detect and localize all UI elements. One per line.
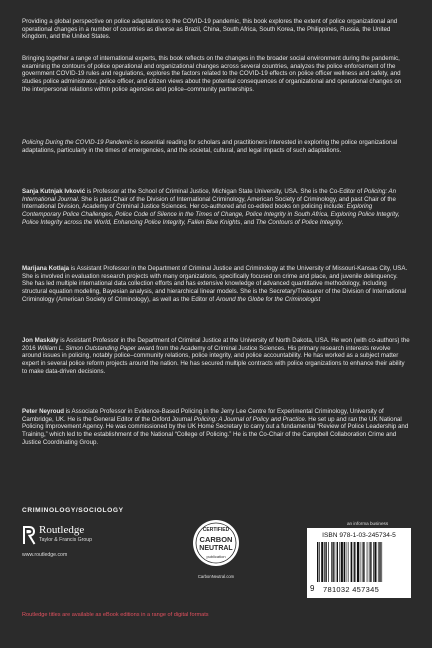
author-name: Sanja Kutnjak Ivković bbox=[22, 188, 86, 195]
barcode-icon bbox=[311, 542, 407, 584]
barcode-bar bbox=[374, 542, 376, 582]
isbn-text: ISBN 978-1-03-245734-5 bbox=[322, 532, 396, 539]
bio-kotlaja: Marijana Kotlaja is Assistant Professor in the Department of Criminal Justice and Criminology at the University of Missouri-Kansas City, USA. She is involved in evaluation research projects with many organizations, specifically focused on crime and place, and juvenile delinquency. She has led multiple international data collection efforts and has extensive knowledge of advanced quantitative methodology, including structural equation modeling, Bayesian analysis, and hierarchical linear models. She is the Secretary/Treasurer of the Division of International Criminology (American Society of Criminology), as well as the Editor of Around the Globe for the Criminologist bbox=[22, 265, 408, 303]
barcode-bar bbox=[379, 542, 380, 582]
blurb-paragraph-3: Policing During the COVID-19 Pandemic is essential reading for scholars and practitioners interested in exploring the police organizational adaptations, particularly in the times of emergencies, and the societal, cultural, and legal impacts of such adaptations. bbox=[22, 139, 398, 154]
barcode-bar bbox=[367, 542, 368, 582]
author-name: Marijana Kotlaja bbox=[22, 265, 70, 272]
bio-maskaly: Jon Maskály is Assistant Professor in the Department of Criminal Justice at the University of North Dakota, USA. He won (with co-authors) the 2016 William L. Simon Outstanding Paper award from the Academy of Criminal Justice Sciences. His primary research interests revolve around issues in policing, notably police–community relations, police integrity, and police accountability. He has worked as a subject matter expert in several police reform projects around the nation. He has secured multiple contracts with police organizations to enhance their ability to make data-driven decisions. bbox=[22, 337, 410, 375]
barcode-first-digit: 9 bbox=[310, 584, 315, 593]
barcode-bar bbox=[324, 542, 325, 582]
barcode-bar bbox=[328, 542, 329, 582]
barcode-bar bbox=[353, 542, 354, 582]
barcode-bar bbox=[341, 542, 343, 582]
blurb-paragraph-2: Bringing together a range of international experts, this book reflects on the changes in the broader social environment during the pandemic, examining the contours of police operational and organizational changes across several countries, analyzes the police enforcement of the government COVID-19 rules and regulations, explores the factors related to the COVID-19 effects on police officer wellness and safety, and studies police administrator, police officer, and citizen views about the potential consequences of organizational and operational changes on the interpersonal relations within police agencies and police–community partnerships. bbox=[22, 55, 402, 93]
carbon-neutral-seal bbox=[191, 518, 241, 570]
seal-url: CarbonNeutral.com bbox=[197, 574, 235, 579]
publisher-group: Taylor & Francis Group bbox=[39, 537, 93, 543]
barcode-bar bbox=[325, 542, 326, 582]
barcode-bar bbox=[370, 542, 371, 582]
barcode-panel bbox=[307, 528, 411, 598]
barcode-bar bbox=[319, 542, 320, 582]
ebook-note: Routledge titles are available as eBook editions in a range of digital formats bbox=[22, 612, 209, 618]
bio-ivkovic: Sanja Kutnjak Ivković is Professor at the School of Criminal Justice, Michigan State University, USA. She is the Co-Editor of Policing: An International Journal. She is past Chair of the Division of International Criminology, American Society of Criminology, and past Chair of the International Division, Academy of Criminal Justice Sciences. Her co-authored and co-edited books on policing include: Exploring Contemporary Police Challenges, Police Code of Silence in the Times of Change, Police Integrity in South Africa, Exploring Police Integrity, Police Integrity across the World, Enhancing Police Integrity, Fallen Blue Knights, and The Contours of Police Integrity. bbox=[22, 188, 400, 226]
subject-category: CRIMINOLOGY/SOCIOLOGY bbox=[22, 507, 124, 514]
informa-tagline: an informa business bbox=[347, 521, 389, 526]
author-name: Peter Neyroud bbox=[22, 408, 64, 415]
author-name: Jon Maskály bbox=[22, 337, 59, 344]
barcode-bar bbox=[337, 542, 338, 582]
seal-neutral-text: NEUTRAL bbox=[199, 545, 233, 552]
barcode-bar bbox=[362, 542, 363, 582]
barcode-bar bbox=[354, 542, 355, 582]
barcode-bar bbox=[348, 542, 349, 582]
publisher-url[interactable]: www.routledge.com bbox=[22, 552, 68, 558]
barcode-bar bbox=[351, 542, 352, 582]
barcode-bar bbox=[321, 542, 323, 582]
barcode-bar bbox=[339, 542, 340, 582]
barcode-bar bbox=[369, 542, 370, 582]
book-title: Policing During the COVID-19 Pandemic bbox=[22, 139, 133, 146]
barcode-digits: 781032 457345 bbox=[323, 585, 380, 594]
barcode-bar bbox=[331, 542, 332, 582]
barcode-bar bbox=[344, 542, 345, 582]
barcode-bar bbox=[357, 542, 359, 582]
barcode-bar bbox=[360, 542, 361, 582]
barcode-bar bbox=[335, 542, 336, 582]
seal-carbon-text: CARBON bbox=[199, 535, 233, 544]
routledge-r-icon bbox=[22, 524, 36, 546]
seal-top-text: CERTIFIED bbox=[202, 527, 230, 533]
blurb-paragraph-1: Providing a global perspective on police adaptations to the COVID-19 pandemic, this book explores the extent of police organizational and operational changes in a number of countries as diverse as Brazil, China, South Africa, South Korea, the Philippines, Russia, the United Kingdom, and the United States. bbox=[22, 18, 398, 41]
barcode-bar bbox=[332, 542, 333, 582]
routledge-logo bbox=[22, 522, 142, 572]
barcode-bar bbox=[363, 542, 364, 582]
bio-neyroud: Peter Neyroud is Associate Professor in Evidence-Based Policing in the Jerry Lee Centre for Experimental Criminology, University of Cambridge, UK. He is the General Editor of the Oxford Journal Policing: A Journal of Policy and Practice. He set up and ran the UK National Policing Improvement Agency. He was commissioned by the UK Home Secretary to carry out a fundamental “Review of Police Leadership and Training,” which led to the establishment of the National “College of Policing.” He is the Co-Chair of the Campbell Collaboration Crime and Justice Coordinating Group. bbox=[22, 408, 409, 446]
barcode-bar bbox=[317, 542, 318, 582]
barcode-bar bbox=[378, 542, 379, 582]
seal-bottom-text: publication bbox=[206, 554, 226, 559]
barcode-bar bbox=[346, 542, 347, 582]
barcode-bar bbox=[381, 542, 382, 582]
barcode-bar bbox=[373, 542, 374, 582]
publisher-name: Routledge bbox=[39, 524, 85, 536]
